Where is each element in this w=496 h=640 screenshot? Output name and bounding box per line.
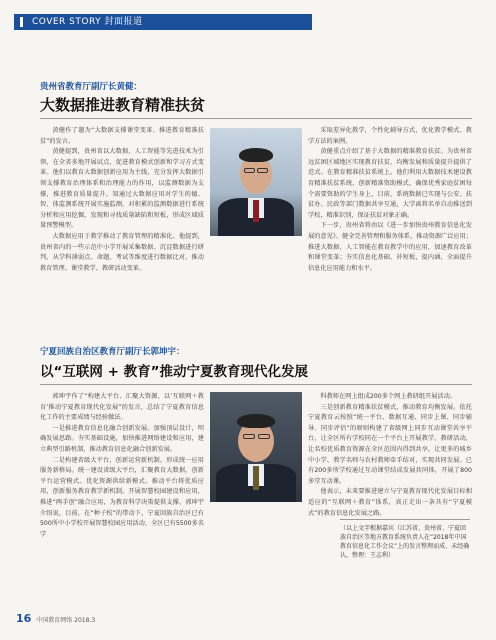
section-label: COVER STORY 封面报道 xyxy=(32,17,143,27)
article1-column-1 xyxy=(40,126,204,336)
article2-tag: 宁夏回族自治区教育厅副厅长郭坤宇： xyxy=(40,347,185,357)
article1-title: 大数据推进教育精准扶贫 xyxy=(40,96,206,114)
paragraph: 大数据应用于教学推动了教育管理的精准化。他提到，贵州省内的一些示范中小学开展采集数据、沉淀数据进行研判，从学科薄弱点、命题、考试等维度进行数据比对，推动教育管理、课堂教学、教研活动变革、 xyxy=(40,232,204,272)
page-number: 16 xyxy=(16,612,32,625)
article2-title: 以“互联网 + 教育”推动宁夏教育现代化发展 xyxy=(40,364,308,380)
source-note: （以上文字根据嘉宾（江苏省、贵州省、宁夏回族自治区等地方教育系统负责人在“2018年中国教育信息化工作会议”上的发言整理而成，未经确认，整理：王志利） xyxy=(340,519,470,560)
article2-rule xyxy=(40,384,472,385)
paragraph: 采取差异化教学，个性化辅导方式，优化教学模式、教学方法的案例。 xyxy=(308,127,472,145)
paragraph: 黄健提到，贵州省以大数据、人工智能等先进技术为引领，在全省多地开展试点，促进教育模式创新和学习方式变革。他们以教育大数据创新应用为主线，充分发挥大数据引领支撑教育治理体系和治理能力的作用，以监测数据为支撑，推进教育质量提升。知通过大数据应用对学生的德、智、体监测系统开展实施监测，对积累的监测数据进行系统分析和应用挖掘，发现和寻找质量缺陷和短板，形成区域质量预警模型。 xyxy=(40,148,204,230)
paragraph: 他表示，未来要推进建立与宁夏教育现代化发展目标相适应的“互联网＋教育”体系，真正走出一条具有“宁夏模式”的教育信息化发展之路。 xyxy=(308,488,472,516)
article1-column-2 xyxy=(308,126,472,336)
article1-rule xyxy=(40,118,472,119)
section-header xyxy=(14,14,312,30)
article1-portrait-photo xyxy=(210,128,302,236)
paragraph: 二是构建省级大平台，创新运营新机制。形成统一应用服务新格局。统一建设省级大平台，汇聚教育大数据，创新平台运营模式。优化资源供给新模式。推动平台将优质应用，创新服务教育教学新机制，开展智慧校园建设和应用，推进“两手创”融合应用，为教育科学决策提供支撑。郭坤宇介绍说，目前，在“种子校”的带动下，宁夏回族自治区已有500所中小学校开展智慧校园应用活动，全区已有5500多名学 xyxy=(40,456,204,538)
paragraph: 三是创新教育精准扶贫模式，推动教育均衡发展。依托宁夏教育云按照“统一平台、数据互通、同步上课、同步辅导、同步评估”的原则构建了省级网上同步互动课堂共享平台，让全区所有学校同在一个平台上开展教学、教研活动，让名校优质教育资源在全区范围内得到共享，让更多的城乡中小学、教学名师与农村教师牵手结对，实现共同发展。已有200多所学校通过互动课堂结成发展共同体，开展了800多堂互动课。 xyxy=(308,403,472,485)
article2-portrait-photo xyxy=(210,392,302,502)
article1-tag: 贵州省教育厅副厅长黄健： xyxy=(40,82,143,92)
article2-column-2 xyxy=(308,392,472,516)
article2-column-1 xyxy=(40,392,204,604)
paragraph: 下一步，贵州省将由以《进一步加快贵州教育信息化发展的意见》、健全完善管理和服务体系，推动资源广泛应用；推进大数据、人工智能在教育教学中的应用，加速教育改革和课堂变革；夯实信息化基础、补短板，提内涵，全面提升信息化应用能力和水平。 xyxy=(308,222,472,272)
publication-name: 中国教育网络 2018.3 xyxy=(36,617,96,624)
paragraph: 科教师在网上组成200多个网上教研组开展活动。 xyxy=(320,393,456,400)
paragraph: 黄健重点介绍了基于大数据的精准教育扶贫。为贵州省远贫困区域地区实现教育扶贫，均衡发展和质量提升提供了范式。在教育精准扶贫系统上，他们利用大数据技术建设教育精准扶贫系统，创新精准资助模式，确保优秀家庭贫困每个需要资助的学生身上，目前，系统数据已实现与公安、扶贫办、民政等部门数据共享互通，大学离将名单自动推送到学校，精准识别，保证扶贫对象正确。 xyxy=(308,148,472,219)
page-footer xyxy=(16,612,95,625)
paragraph: 黄健作了题为“大数据支撑课堂变革、推进教育精准扶贫”的发言。 xyxy=(40,127,204,145)
paragraph: 郭坤宇作了“构建大平台、汇聚大资源、以‘互联网＋教育’推动宁夏教育现代化发展”的发言，总结了宁夏教育信息化工作的主要成绩与经验做法。 xyxy=(40,393,204,422)
header-mark xyxy=(20,17,23,27)
paragraph: 一是推进教育信息化融合创新发展。加强顶层设计，明确发展思路。夯实基础设施，加快推进网络建设和应用，建立典型引路机制，推动教育信息化融合创新发展。 xyxy=(40,424,204,453)
